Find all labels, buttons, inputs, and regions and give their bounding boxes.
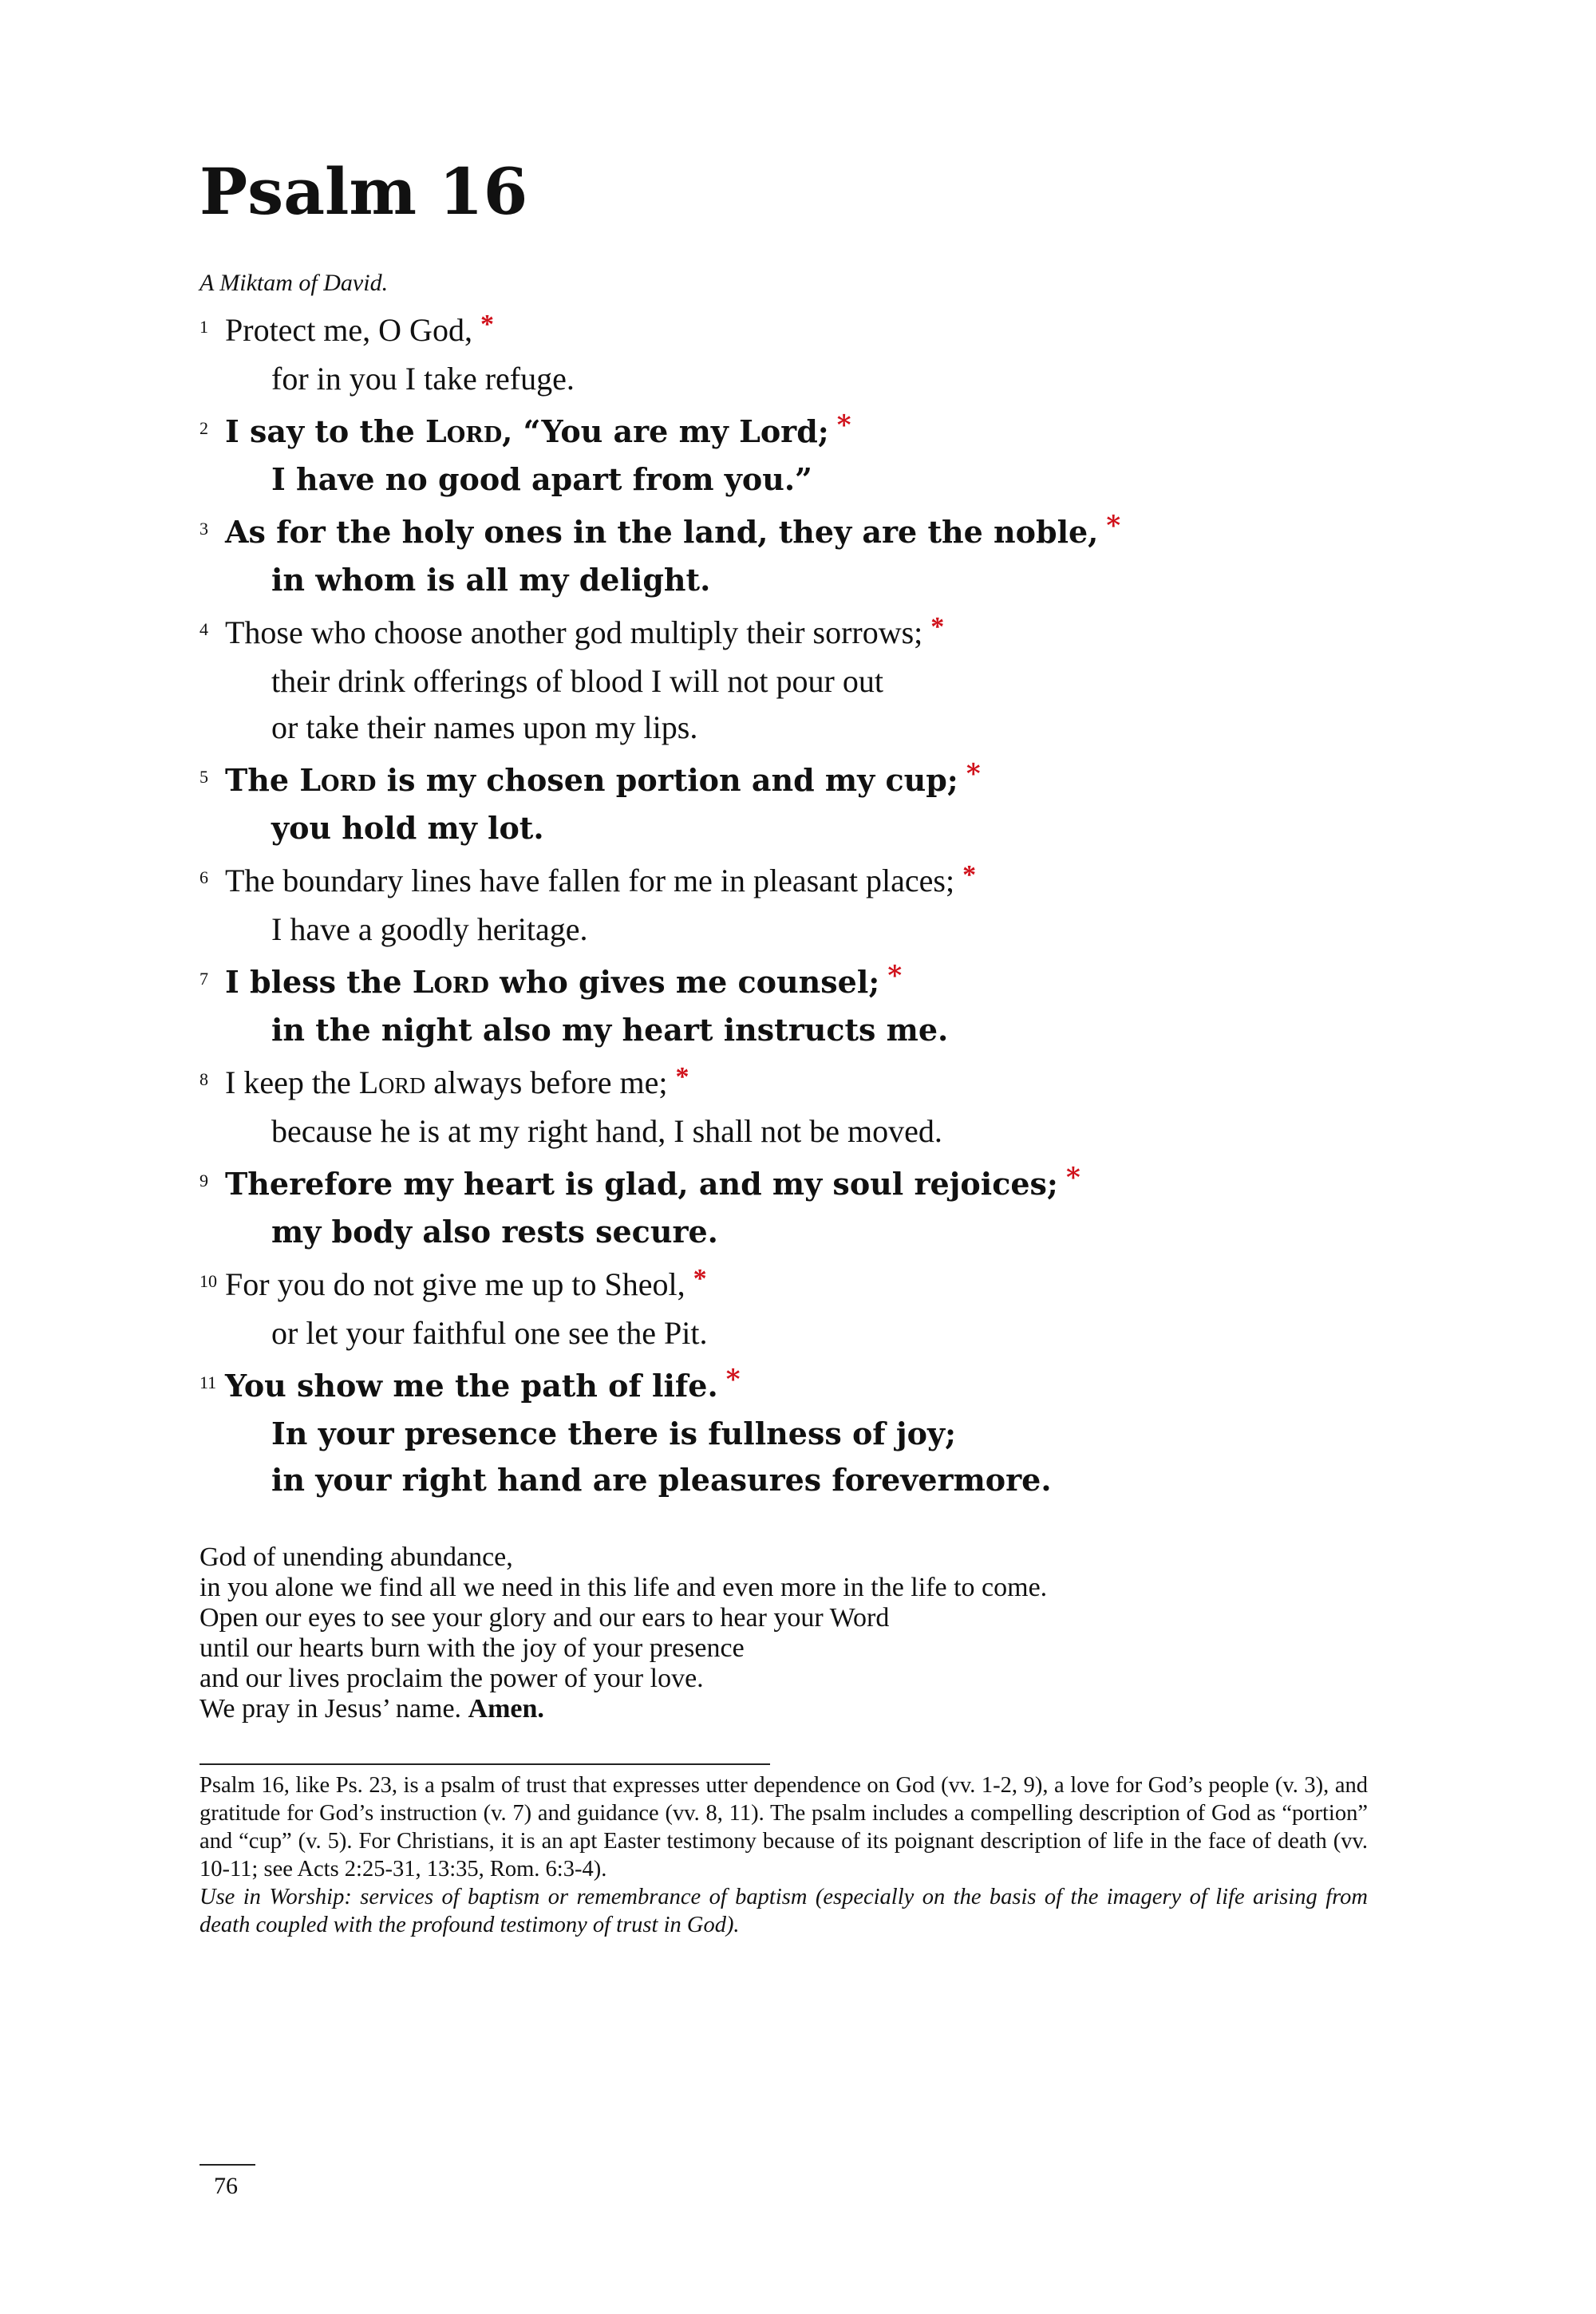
asterisk-mark: * [966, 758, 981, 790]
verse-number: 2 [200, 418, 208, 438]
verse-text: For you do not give me up to Sheol, [225, 1266, 685, 1302]
verse-number: 3 [200, 519, 208, 539]
prayer-line-last [200, 1694, 1396, 1724]
page-number-rule [200, 2164, 255, 2166]
verse-line-continuation [200, 1007, 1396, 1053]
verse-text: I have no good apart from you.” [271, 461, 812, 497]
divine-name: Lord [299, 762, 377, 798]
verse-number: 7 [200, 969, 208, 989]
verse-text: I keep the [225, 1064, 359, 1100]
verse-line-first [200, 858, 1396, 906]
verse-line-first [200, 959, 1396, 1007]
verse-line-continuation [200, 805, 1396, 851]
verse-line-continuation [200, 456, 1396, 503]
verse-line-continuation [200, 356, 1396, 402]
verse-text: for in you I take refuge. [271, 361, 575, 397]
prayer-line: and our lives proclaim the power of your love. [200, 1664, 704, 1693]
verse-11 [200, 1363, 1396, 1503]
footnote-divider [200, 1763, 770, 1765]
verse-text: is my chosen portion and my cup; [376, 762, 958, 798]
verse-number: 5 [200, 767, 208, 787]
prayer-line: in you alone we find all we need in this life and even more in the life to come. [200, 1573, 1048, 1602]
verse-text: because he is at my right hand, I shall not be moved. [271, 1113, 942, 1149]
verse-text: Therefore my heart is glad, and my soul rejoices; [225, 1166, 1058, 1202]
note-text: Psalm 16, like Ps. 23, is a psalm of trust that expresses utter dependence on God (vv. 1-2, 9), a love for God’s people (v. 3), and gratitude for God’s instruction (v. 7) and guidance (vv. 8, 11). The psalm includes a compelling description of God as “portion” and “cup” (v. 5). For Christians, it is an apt Easter testimony because of its poignant description of life in the face of death (vv. 10-11; see Acts 2:25-31, 13:35, Rom. 6:3-4). [200, 1773, 1368, 1882]
verse-10 [200, 1262, 1396, 1356]
prayer-line: God of unending abundance, [200, 1542, 513, 1572]
verse-line-first [200, 307, 1396, 356]
verse-line-continuation [200, 1209, 1396, 1255]
verse-line-first [200, 1262, 1396, 1310]
asterisk-mark: * [836, 409, 851, 441]
asterisk-mark: * [725, 1364, 741, 1396]
verse-number: 8 [200, 1069, 208, 1089]
verse-text: The boundary lines have fallen for me in pleasant places; [225, 863, 955, 898]
prayer [200, 1542, 1396, 1724]
verse-line-continuation [200, 1411, 1396, 1457]
verse-8 [200, 1060, 1396, 1155]
verse-text: in your right hand are pleasures forevermore. [271, 1462, 1052, 1498]
psalm-note [200, 1771, 1368, 1939]
verse-text: As for the holy ones in the land, they are the noble, [225, 514, 1099, 550]
page-number: 76 [214, 2173, 238, 2199]
asterisk-mark: * [1065, 1162, 1080, 1194]
verse-text: who gives me counsel; [488, 964, 880, 1000]
asterisk-mark: * [930, 612, 945, 642]
verse-text: I say to the [225, 413, 426, 449]
verse-line-continuation [200, 705, 1396, 751]
verse-text: always before me; [425, 1064, 668, 1100]
divine-name: Lord [412, 964, 489, 1000]
verse-line-continuation [200, 1108, 1396, 1155]
psalm-verses [200, 307, 1396, 1510]
verse-number: 1 [200, 317, 208, 337]
verse-text: The [225, 762, 300, 798]
verse-line-continuation [200, 557, 1396, 603]
verse-text: I have a goodly heritage. [271, 911, 588, 947]
verse-3 [200, 509, 1396, 603]
verse-line-first [200, 409, 1396, 456]
verse-number: 9 [200, 1171, 208, 1191]
verse-line-first [200, 610, 1396, 658]
verse-line-first [200, 1161, 1396, 1209]
verse-line-first [200, 1060, 1396, 1108]
verse-text: , “You are my Lord; [502, 413, 829, 449]
verse-text: you hold my lot. [271, 810, 544, 846]
verse-number: 4 [200, 619, 208, 639]
verse-text: or let your faithful one see the Pit. [271, 1315, 708, 1351]
divine-name: Lord [425, 413, 503, 449]
asterisk-mark: * [1106, 510, 1121, 542]
prayer-closing: We pray in Jesus’ name. [200, 1694, 462, 1724]
prayer-line: until our hearts burn with the joy of your presence [200, 1633, 745, 1663]
prayer-line: Open our eyes to see your glory and our ears to hear your Word [200, 1603, 890, 1633]
verse-line-first [200, 757, 1396, 805]
verse-7 [200, 959, 1396, 1053]
asterisk-mark: * [887, 960, 903, 992]
verse-text: Protect me, O God, [225, 312, 472, 348]
verse-9 [200, 1161, 1396, 1255]
verse-line-continuation [200, 1310, 1396, 1356]
verse-number: 10 [200, 1271, 217, 1291]
asterisk-mark: * [962, 860, 977, 890]
verse-text: Those who choose another god multiply their sorrows; [225, 614, 923, 650]
divine-name: Lord [358, 1064, 426, 1100]
verse-line-first [200, 1363, 1396, 1411]
verse-text: You show me the path of life. [225, 1368, 718, 1404]
verse-4 [200, 610, 1396, 751]
verse-line-continuation [200, 1457, 1396, 1503]
use-in-worship: Use in Worship: services of baptism or remembrance of baptism (especially on the basis of the imagery of life arising from death coupled with the profound testimony of trust in God). [200, 1885, 1368, 1937]
asterisk-mark: * [675, 1062, 689, 1092]
verse-text: or take their names upon my lips. [271, 709, 698, 745]
verse-text: In your presence there is fullness of joy; [271, 1416, 957, 1451]
prayer-amen: Amen. [468, 1694, 544, 1724]
verse-6 [200, 858, 1396, 953]
verse-text: their drink offerings of blood I will not pour out [271, 663, 883, 699]
asterisk-mark: * [693, 1264, 707, 1293]
asterisk-mark: * [480, 310, 494, 339]
verse-text: I bless the [225, 964, 413, 1000]
verse-line-first [200, 509, 1396, 557]
verse-number: 11 [200, 1372, 217, 1392]
page-title: Psalm 16 [200, 154, 528, 229]
verse-2 [200, 409, 1396, 503]
verse-text: my body also rests secure. [271, 1214, 718, 1250]
superscription: A Miktam of David. [200, 270, 389, 296]
verse-line-continuation [200, 906, 1396, 953]
verse-5 [200, 757, 1396, 851]
verse-text: in the night also my heart instructs me. [271, 1012, 949, 1048]
verse-number: 6 [200, 867, 208, 887]
verse-1 [200, 307, 1396, 402]
verse-line-continuation [200, 658, 1396, 705]
verse-text: in whom is all my delight. [271, 562, 711, 598]
